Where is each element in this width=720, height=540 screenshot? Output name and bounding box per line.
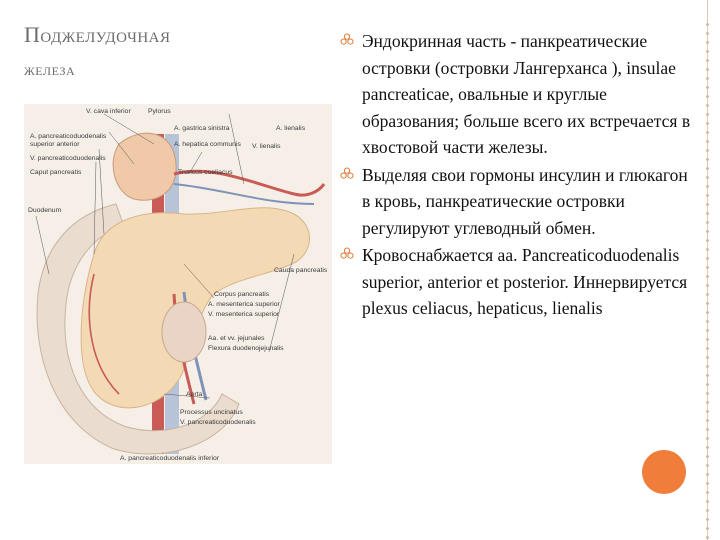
pylorus-shape (113, 133, 176, 200)
frame-dotted-border (704, 20, 711, 540)
label-duodenum: Duodenum (28, 207, 62, 214)
label-v-mesenterica-superior: V. mesenterica superior (208, 311, 280, 318)
bullet-text: Выделяя свои гормоны инсулин и глюкагон в кровь, панкреатические островки регулируют углеводный обмен. (362, 164, 688, 238)
pancreas-drawing (24, 104, 332, 464)
label-aorta: Aorta (186, 391, 203, 398)
label-a-v-jejunales: Aa. et vv. jejunales (208, 335, 265, 342)
label-v-pancreaticoduodenalis-2: V. pancreaticoduodenalis (180, 419, 256, 426)
label-a-pancreaticoduodenalis-inf: A. pancreaticoduodenalis inferior (120, 455, 219, 462)
label-a-mesenterica-superior: A. mesenterica superior (208, 301, 280, 308)
label-a-pancreaticoduodenalis-sup: A. pancreaticoduodenalis (30, 133, 107, 140)
label-pylorus: Pylorus (148, 108, 171, 115)
flower-icon (340, 247, 354, 261)
pancreas-illustration (24, 104, 332, 464)
title-line-1: Поджелудочная (24, 22, 171, 47)
label-v-pancreaticoduodenalis: V. pancreaticoduodenalis (30, 155, 106, 162)
label-truncus-coeliacus: Truncus coeliacus (178, 169, 233, 176)
label-corpus-pancreatis: Corpus pancreatis (214, 291, 270, 298)
label-processus-uncinatus: Processus uncinatus (180, 409, 243, 416)
label-flexura-duodenojejunalis: Flexura duodenojejunalis (208, 345, 284, 352)
label-v-cava-inferior: V. cava inferior (86, 108, 131, 115)
bullet-text: Эндокринная часть - панкреатические островки (островки Лангерханса ), insulae pancreaticae, овальные и круглые образования; больше всего их встречается в хвостовой части железы. (362, 31, 691, 157)
bullet-text: Кровоснабжается аа. Pancreaticoduodenalis superior, anterior et posterior. Иннервируется plexus celiacus, hepaticus, lienalis (362, 245, 688, 318)
label-a-gastrica-sinistra: A. gastrica sinistra (174, 125, 230, 132)
flower-icon (340, 167, 354, 181)
label-superior-anterior: superior anterior (30, 141, 80, 148)
bullet-item (340, 242, 692, 322)
label-caput-pancreatis: Caput pancreatis (30, 169, 82, 176)
label-a-lienalis: A. lienalis (276, 125, 306, 132)
label-cauda-pancreatis: Cauda pancreatis (274, 267, 328, 274)
flexura-shape (162, 302, 206, 362)
label-a-hepatica-communis: A. hepatica communis (174, 141, 241, 148)
bullet-item (340, 28, 692, 161)
label-v-lienalis: V. lienalis (252, 143, 281, 150)
title-line-2: железа (24, 60, 76, 79)
bullet-item (340, 162, 692, 242)
accent-circle (642, 450, 686, 494)
slide-title (24, 20, 314, 90)
bullet-list (340, 28, 692, 323)
flower-icon (340, 33, 354, 47)
